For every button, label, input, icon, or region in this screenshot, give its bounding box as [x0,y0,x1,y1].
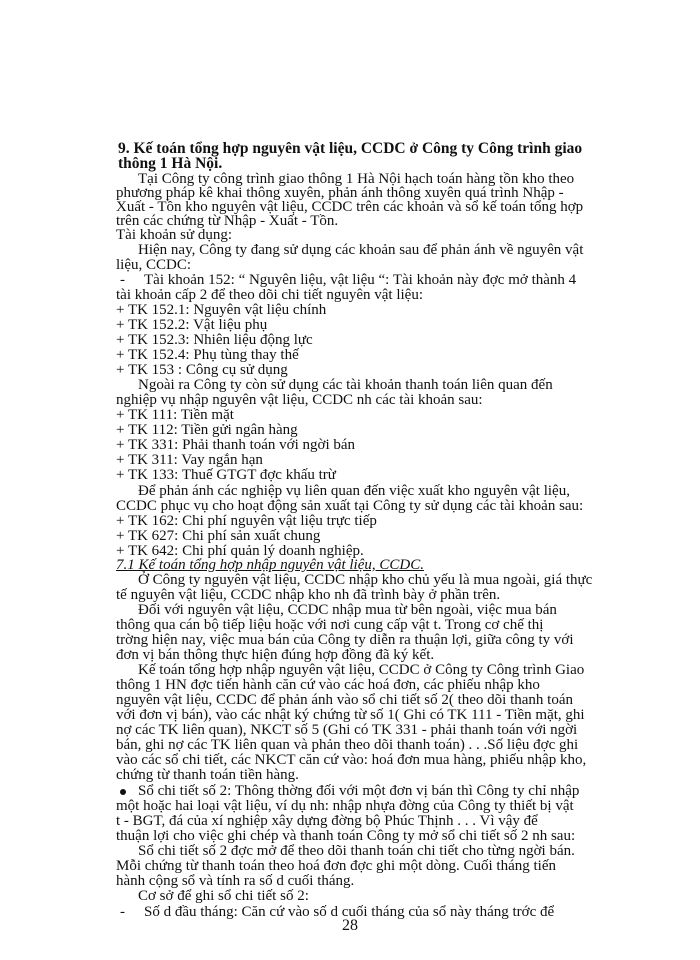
list-item: + TK 152.4: Phụ tùng thay thế [116,347,299,363]
paragraph-line: Hiện nay, Công ty đang sử dụng các khoản sau để phản ánh về nguyên vật [138,242,584,258]
paragraph-line: CCDC phục vụ cho hoạt động sản xuất tại Công ty sử dụng các tài khoản sau: [116,498,584,514]
list-item: + TK 162: Chi phí nguyên vật liệu trực tiếp [116,513,377,529]
list-item: + TK 112: Tiền gửi ngân hàng [116,422,298,438]
paragraph-line: Xuất - Tồn kho nguyên vật liệu, CCDC trên các khoản và sổ kế toán tổng hợp [116,199,584,215]
paragraph-line: Số d đầu tháng: Căn cứ vào số d cuối tháng của sổ này tháng trớc để [144,904,555,920]
subsection-heading: 7.1 Kế toán tổng hợp nhập nguyên vật liệu, CCDC. [116,557,424,573]
paragraph-line: Tài khoản sử dụng: [116,227,233,243]
paragraph-line: Ngoài ra Công ty còn sử dụng các tài khoản thanh toán liên quan đến [138,377,553,393]
dash-bullet: - [120,272,125,288]
page-number: 28 [342,917,358,934]
paragraph-line: nợ các TK liên quan), NKCT số 5 (Ghi có TK 331 - phải thanh toán với ngời [116,722,578,738]
paragraph-line: đơn vị bán thông thực hiện đúng hợp đồng đã ký kết. [116,647,435,663]
list-item: + TK 642: Chi phí quản lý doanh nghiệp. [116,543,364,559]
list-item: + TK 627: Chi phí sản xuất chung [116,528,321,544]
paragraph-line: thông 1 HN đợc tiến hành căn cứ vào các hoá đơn, các phiếu nhập kho [116,677,540,693]
bullet-dot-icon [120,789,126,795]
paragraph-line: thuận lợi cho việc ghi chép và thanh toán Công ty mở sổ chi tiết số 2 nh sau: [116,828,576,844]
paragraph-line: Tài khoản 152: “ Nguyên liệu, vật liệu “: Tài khoản này đợc mở thành 4 [144,272,577,288]
paragraph-line: thông qua cán bộ tiếp liệu hoặc với nơi cung cấp vật t. Trong cơ chế thị [116,617,544,633]
paragraph-line: trên các chứng từ Nhập - Xuất - Tồn. [116,213,339,229]
paragraph-line: bán, ghi nợ các TK liên quan và phản theo dõi thanh toán) . . .Số liệu đợc ghi [116,737,579,753]
paragraph-line: Mỗi chứng từ thanh toán theo hoá đơn đợc ghi một dòng. Cuối tháng tiến [116,858,556,874]
paragraph-line: nghiệp vụ nhập nguyên vật liệu, CCDC nh các tài khoản sau: [116,392,483,408]
section-heading-line-1: 9. Kế toán tổng hợp nguyên vật liệu, CCDC ở Công ty Công trình giao [118,140,583,157]
list-item: + TK 111: Tiền mặt [116,407,234,423]
paragraph-line: Đối với nguyên vật liệu, CCDC nhập mua từ bên ngoài, việc mua bán [138,602,557,618]
paragraph-line: liệu, CCDC: [116,257,192,273]
paragraph-line: tế nguyên vật liệu, CCDC nhập kho nh đã trình bày ở phần trên. [116,587,501,603]
section-heading-line-2: thông 1 Hà Nội. [118,155,223,172]
paragraph-line: nguyên vật liệu, CCDC để phản ánh vào sổ chi tiết số 2( theo dõi thanh toán [116,692,574,708]
paragraph-line: một hoặc hai loại vật liệu, ví dụ nh: nhập nhựa đờng của Công ty thiết bị vật [116,798,574,814]
list-item: + TK 153 : Công cụ sử dụng [116,362,288,378]
list-item: + TK 152.3: Nhiên liệu động lực [116,332,313,348]
list-item: + TK 133: Thuế GTGT đợc khấu trừ [116,467,336,483]
paragraph-line: vào các sổ chi tiết, các NKCT căn cứ vào: hoá đơn mua hàng, phiếu nhập kho, [116,752,587,768]
paragraph-line: Cơ sở để ghi sổ chi tiết số 2: [138,888,309,904]
paragraph-line: trờng hiện nay, việc mua bán của Công ty diễn ra thuận lợi, giữa công ty với [116,632,574,648]
list-item: + TK 331: Phải thanh toán với ngời bán [116,437,356,453]
paragraph-line: Sổ chi tiết số 2: Thông thờng đối với một đơn vị bán thì Công ty chỉ nhập [138,783,580,799]
list-item: + TK 311: Vay ngắn hạn [116,452,263,468]
paragraph-line: Ở Công ty nguyên vật liệu, CCDC nhập kho chủ yếu là mua ngoài, giá thực [138,572,593,588]
list-item: + TK 152.2: Vật liệu phụ [116,317,268,333]
paragraph-line: t - BGT, đá của xí nghiệp xây dựng đờng bộ Phúc Thịnh . . . Vì vậy để [116,813,538,829]
dash-bullet: - [120,904,125,920]
paragraph-line: hành cộng sổ và tính ra số d cuối tháng. [116,873,355,889]
paragraph-line: chứng từ thanh toán tiền hàng. [116,767,299,783]
paragraph-line: Để phản ánh các nghiệp vụ liên quan đến việc xuất kho nguyên vật liệu, [138,483,570,499]
list-item: + TK 152.1: Nguyên vật liệu chính [116,302,327,318]
paragraph-line: tài khoản cấp 2 để theo dõi chi tiết nguyên vật liệu: [116,287,423,303]
paragraph-line: Sổ chi tiết số 2 đợc mở để theo dõi thanh toán chi tiết cho từng ngời bán. [138,843,575,859]
paragraph-line: Kế toán tổng hợp nhập nguyên vật liệu, CCDC ở Công ty Công trình Giao [138,662,585,678]
paragraph-line: Tại Công ty công trình giao thông 1 Hà Nội hạch toán hàng tồn kho theo [138,171,575,187]
paragraph-line: phương pháp kê khai thông xuyên, phản ánh thông xuyên quá trình Nhập - [116,185,564,201]
paragraph-line: với đơn vị bán), vào các nhật ký chứng từ số 1( Ghi có TK 111 - Tiền mặt, ghi [116,707,585,723]
